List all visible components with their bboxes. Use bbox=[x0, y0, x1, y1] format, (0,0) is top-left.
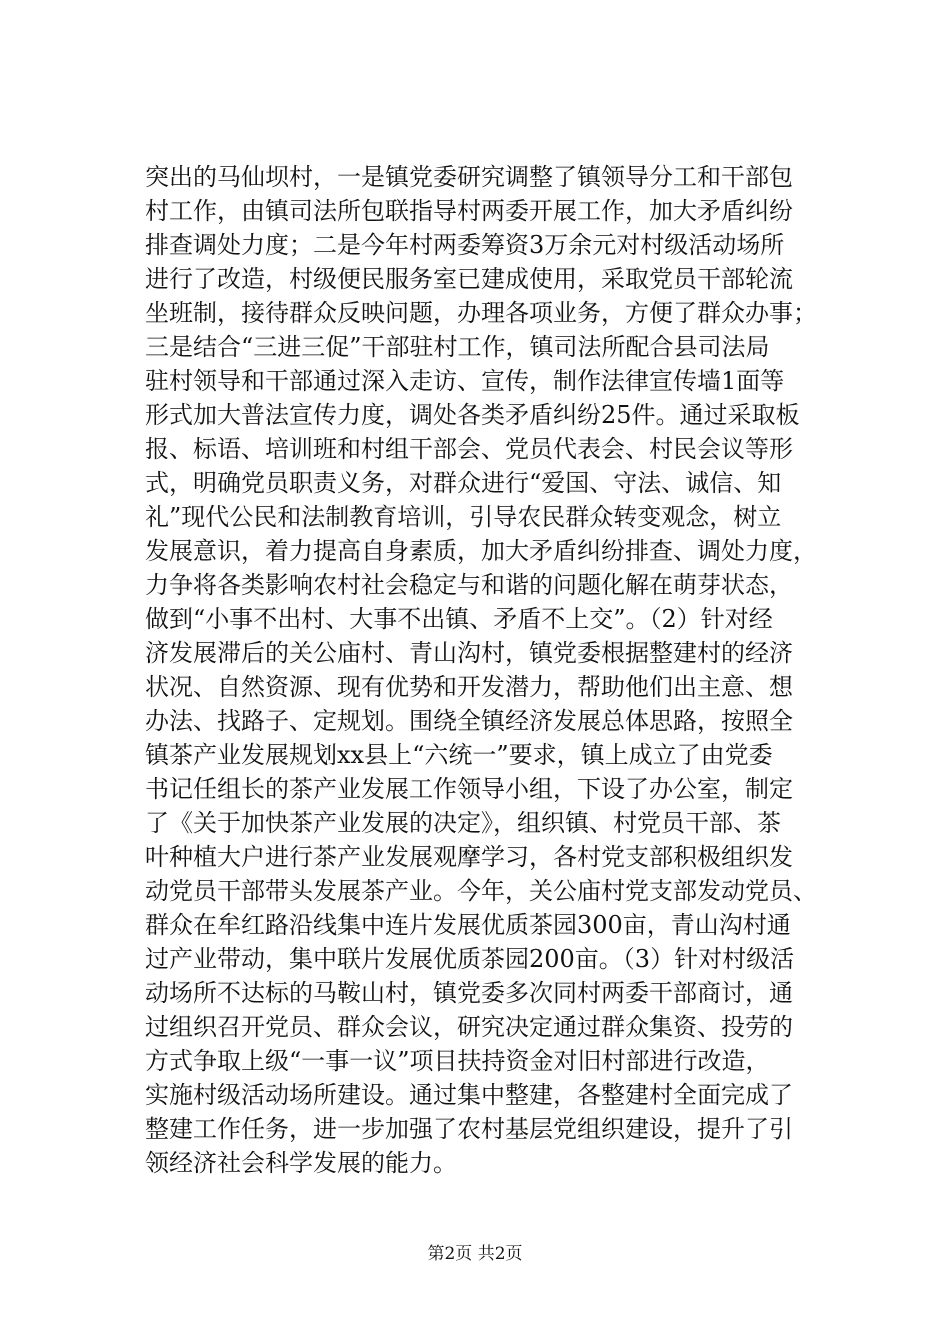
text-line: 村工作，由镇司法所包联指导村两委开展工作，加大矛盾纠纷 bbox=[145, 197, 793, 225]
text-line: 动党员干部带头发展茶产业。今年，关公庙村党支部发动党员、 bbox=[145, 877, 817, 905]
text-line: 三是结合“三进三促”干部驻村工作，镇司法所配合县司法局 bbox=[145, 333, 770, 361]
text-line: 方式争取上级“一事一议”项目扶持资金对旧村部进行改造， bbox=[145, 1047, 770, 1075]
text-line: 群众在牟红路沿线集中连片发展优质茶园300亩，青山沟村通 bbox=[145, 911, 791, 939]
text-line: 做到“小事不出村、大事不出镇、矛盾不上交”。（2）针对经 bbox=[145, 605, 773, 633]
text-line: 突出的马仙坝村，一是镇党委研究调整了镇领导分工和干部包 bbox=[145, 163, 793, 191]
body-paragraph bbox=[145, 160, 825, 1180]
text-line: 礼”现代公民和法制教育培训，引导农民群众转变观念，树立 bbox=[145, 503, 782, 531]
text-line: 发展意识，着力提高自身素质，加大矛盾纠纷排查、调处力度， bbox=[145, 537, 817, 565]
text-line: 镇茶产业发展规划xx县上“六统一”要求，镇上成立了由党委 bbox=[145, 741, 773, 769]
text-line: 报、标语、培训班和村组干部会、党员代表会、村民会议等形 bbox=[145, 435, 793, 463]
text-line: 式，明确党员职责义务，对群众进行“爱国、守法、诚信、知 bbox=[145, 469, 782, 497]
text-line: 济发展滞后的关公庙村、青山沟村，镇党委根据整建村的经济 bbox=[145, 639, 793, 667]
text-line: 办法、找路子、定规划。围绕全镇经济发展总体思路，按照全 bbox=[145, 707, 793, 735]
text-line: 了《关于加快茶产业发展的决定》，组织镇、村党员干部、茶 bbox=[145, 809, 781, 837]
text-line: 书记任组长的茶产业发展工作领导小组，下设了办公室，制定 bbox=[145, 775, 793, 803]
text-line: 动场所不达标的马鞍山村，镇党委多次同村两委干部商讨，通 bbox=[145, 979, 793, 1007]
text-line: 进行了改造，村级便民服务室已建成使用，采取党员干部轮流 bbox=[145, 265, 793, 293]
text-line: 状况、自然资源、现有优势和开发潜力，帮助他们出主意、想 bbox=[145, 673, 793, 701]
text-line: 过产业带动，集中联片发展优质茶园200亩。（3）针对村级活 bbox=[145, 945, 795, 973]
text-line: 过组织召开党员、群众会议，研究决定通过群众集资、投劳的 bbox=[145, 1013, 793, 1041]
text-line: 整建工作任务，进一步加强了农村基层党组织建设，提升了引 bbox=[145, 1115, 793, 1143]
text-line: 形式加大普法宣传力度，调处各类矛盾纠纷25件。通过采取板 bbox=[145, 401, 800, 429]
text-line: 叶种植大户进行茶产业发展观摩学习，各村党支部积极组织发 bbox=[145, 843, 793, 871]
text-line: 实施村级活动场所建设。通过集中整建，各整建村全面完成了 bbox=[145, 1081, 793, 1109]
text-line: 排查调处力度；二是今年村两委筹资3万余元对村级活动场所 bbox=[145, 231, 785, 259]
text-line: 领经济社会科学发展的能力。 bbox=[145, 1149, 457, 1177]
text-line: 坐班制，接待群众反映问题，办理各项业务，方便了群众办事； bbox=[145, 299, 817, 327]
text-line: 力争将各类影响农村社会稳定与和谐的问题化解在萌芽状态， bbox=[145, 571, 793, 599]
page-footer bbox=[0, 1243, 950, 1265]
text-line: 驻村领导和干部通过深入走访、宣传，制作法律宣传墙1面等 bbox=[145, 367, 785, 395]
page-number: 第2页 共2页 bbox=[427, 1244, 523, 1264]
